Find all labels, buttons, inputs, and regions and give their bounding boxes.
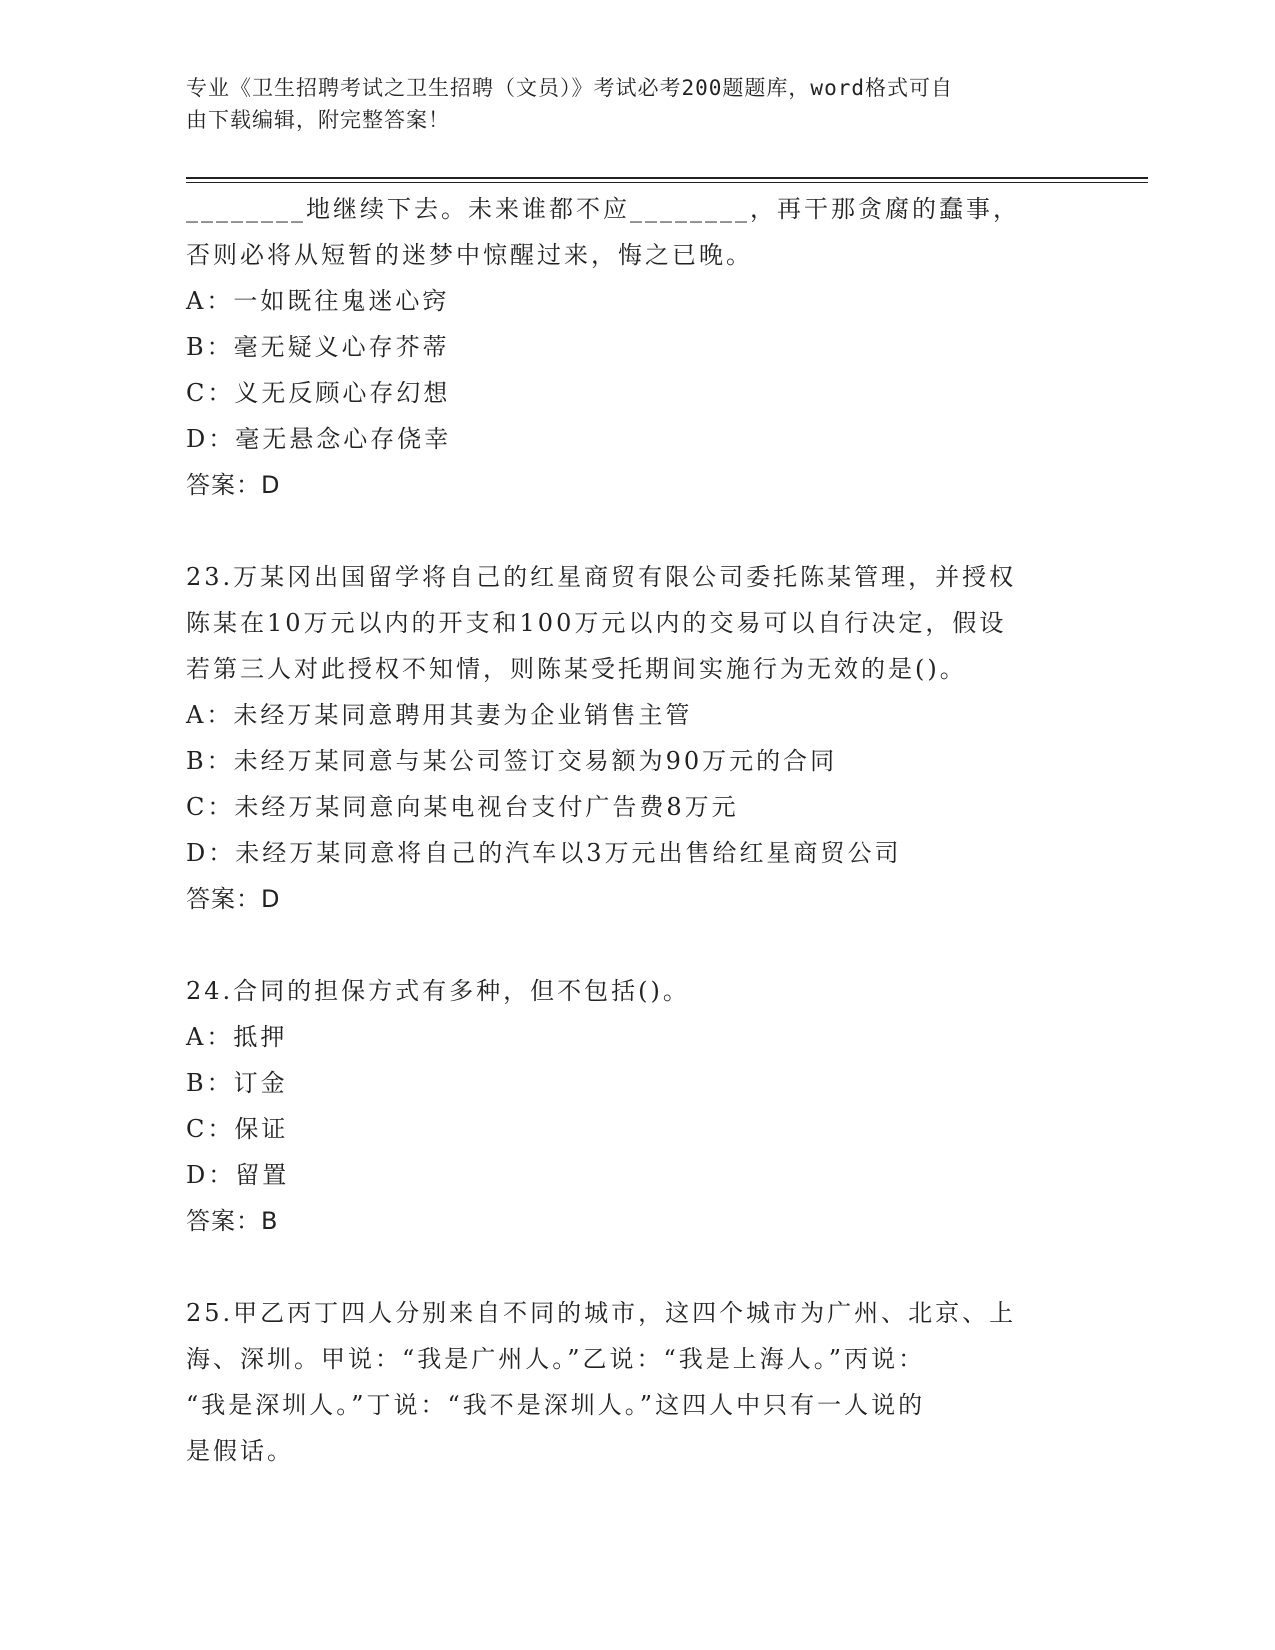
question-25 <box>186 1290 1086 1474</box>
question-text-line: ________地继续下去。未来谁都不应________，再干那贪腐的蠢事， <box>186 195 1020 223</box>
option-b: B：未经万某同意与某公司签订交易额为90万元的合同 <box>186 747 838 775</box>
option-d: D：留置 <box>186 1161 290 1189</box>
answer: 答案：D <box>186 885 281 913</box>
question-text-line: 否则必将从短暂的迷梦中惊醒过来，悔之已晚。 <box>186 241 753 269</box>
spacer <box>186 922 1086 968</box>
question-text-line: 若第三人对此授权不知情，则陈某受托期间实施行为无效的是()。 <box>186 655 967 683</box>
option-c: C：保证 <box>186 1115 289 1143</box>
option-a: A：未经万某同意聘用其妻为企业销售主管 <box>186 701 693 729</box>
option-b: B：毫无疑义心存芥蒂 <box>186 333 450 361</box>
spacer <box>186 508 1086 554</box>
header-divider-thin <box>186 182 1148 183</box>
answer: 答案：B <box>186 1207 279 1235</box>
question-22 <box>186 186 1086 508</box>
option-d: D：未经万某同意将自己的汽车以3万元出售给红星商贸公司 <box>186 839 902 867</box>
question-24 <box>186 968 1086 1244</box>
header-line-1: 专业《卫生招聘考试之卫生招聘（文员）》考试必考200题题库，word格式可自 <box>186 76 953 100</box>
question-23 <box>186 554 1086 922</box>
question-text-line: 陈某在10万元以内的开支和100万元以内的交易可以自行决定，假设 <box>186 609 1007 637</box>
answer: 答案：D <box>186 471 281 499</box>
header-line-2: 由下载编辑，附完整答案！ <box>186 108 450 132</box>
option-d: D：毫无悬念心存侥幸 <box>186 425 452 453</box>
spacer <box>186 1244 1086 1290</box>
option-b: B：订金 <box>186 1069 288 1097</box>
document-body <box>186 186 1086 1474</box>
header-divider-thick <box>186 177 1148 179</box>
question-text-line: “我是深圳人。”丁说：“我不是深圳人。”这四人中只有一人说的 <box>186 1391 926 1419</box>
document-header <box>186 72 1066 136</box>
question-text-line: 海、深圳。甲说：“我是广州人。”乙说：“我是上海人。”丙说： <box>186 1345 926 1373</box>
option-a: A：抵押 <box>186 1023 288 1051</box>
question-text-line: 25.甲乙丙丁四人分别来自不同的城市，这四个城市为广州、北京、上 <box>186 1299 1017 1327</box>
question-text-line: 23.万某冈出国留学将自己的红星商贸有限公司委托陈某管理，并授权 <box>186 563 1017 591</box>
option-c: C：未经万某同意向某电视台支付广告费8万元 <box>186 793 739 821</box>
option-a: A：一如既往鬼迷心窍 <box>186 287 450 315</box>
question-text-line: 24.合同的担保方式有多种，但不包括()。 <box>186 977 690 1005</box>
question-text-line: 是假话。 <box>186 1437 294 1465</box>
option-c: C：义无反顾心存幻想 <box>186 379 451 407</box>
